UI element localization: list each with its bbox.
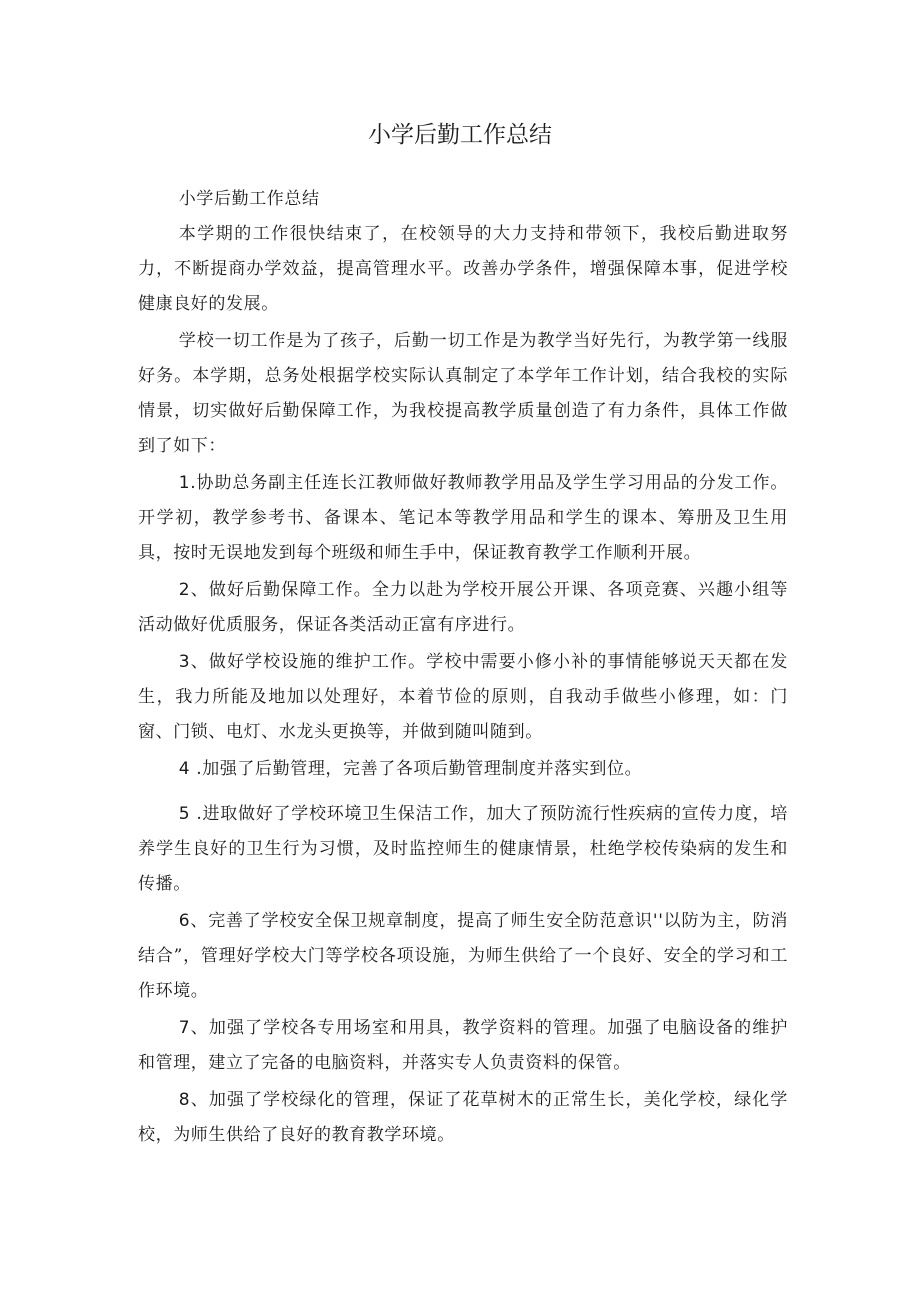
list-item bbox=[138, 1011, 788, 1081]
item-number: 7、 bbox=[178, 1018, 209, 1038]
item-text: .进取做好了学校环境卫生保洁工作，加大了预防流行性疾病的宣传力度，培养学生良好的卫生行为习惯，及时监控师生的健康情景，杜绝学校传染病的发生和传播。 bbox=[138, 804, 788, 894]
list-item bbox=[138, 466, 788, 571]
document-title: 小学后勤工作总结 bbox=[368, 122, 552, 148]
item-text: 加强了学校绿化的管理，保证了花草树木的正常生长，美化学校，绿化学校，为师生供给了良好的教育教学环境。 bbox=[138, 1090, 788, 1145]
item-number: 3、 bbox=[178, 652, 209, 672]
list-item bbox=[138, 752, 788, 787]
document-body bbox=[138, 182, 788, 1153]
item-text: .加强了后勤管理，完善了各项后勤管理制度并落实到位。 bbox=[190, 759, 643, 779]
item-number: 1. bbox=[178, 473, 197, 493]
item-number: 4 bbox=[178, 759, 191, 779]
item-text: 加强了学校各专用场室和用具，教学资料的管理。加强了电脑设备的维护和管理，建立了完备的电脑资料，并落实专人负责资料的保管。 bbox=[138, 1018, 788, 1073]
list-item bbox=[138, 1083, 788, 1153]
list-item bbox=[138, 904, 788, 1009]
item-text: 做好后勤保障工作。全力以赴为学校开展公开课、各项竞赛、兴趣小组等活动做好优质服务，保证各类活动正富有序进行。 bbox=[138, 580, 788, 635]
item-number: 8、 bbox=[178, 1090, 209, 1110]
list-item bbox=[138, 573, 788, 643]
item-number: 2、 bbox=[178, 580, 209, 600]
list-item bbox=[138, 645, 788, 750]
paragraph-intro: 本学期的工作很快结束了，在校领导的大力支持和带领下，我校后勤进取努力，不断提商办学效益，提高管理水平。改善办学条件，增强保障本事，促进学校健康良好的发展。 bbox=[138, 224, 788, 314]
item-number: 6、 bbox=[178, 911, 209, 931]
item-text: 协助总务副主任连长江教师做好教师教学用品及学生学习用品的分发工作。开学初，教学参考书、备课本、笔记本等教学用品和学生的课本、筹册及卫生用具，按时无误地发到每个班级和师生手中，保证教育教学工作顺利开展。 bbox=[138, 473, 788, 563]
list-item bbox=[138, 797, 788, 902]
document-subtitle: 小学后勤工作总结 bbox=[178, 189, 320, 209]
paragraph-overview: 学校一切工作是为了孩子，后勤一切工作是为教学当好先行，为教学第一线服好务。本学期，总务处根据学校实际认真制定了本学年工作计划，结合我校的实际情景，切实做好后勤保障工作，为我校提高教学质量创造了有力条件，具体工作做到了如下： bbox=[138, 331, 788, 456]
item-text: 完善了学校安全保卫规章制度，提高了师生安全防范意识''以防为主，防消结合”，管理好学校大门等学校各项设施，为师生供给了一个良好、安全的学习和工作环境。 bbox=[138, 911, 788, 1001]
item-text: 做好学校设施的维护工作。学校中需要小修小补的事情能够说天天都在发生，我力所能及地加以处理好，本着节俭的原则，自我动手做些小修理，如：门窗、门锁、电灯、水龙头更换等，并做到随叫随到。 bbox=[138, 652, 788, 742]
item-number: 5 bbox=[178, 804, 191, 824]
